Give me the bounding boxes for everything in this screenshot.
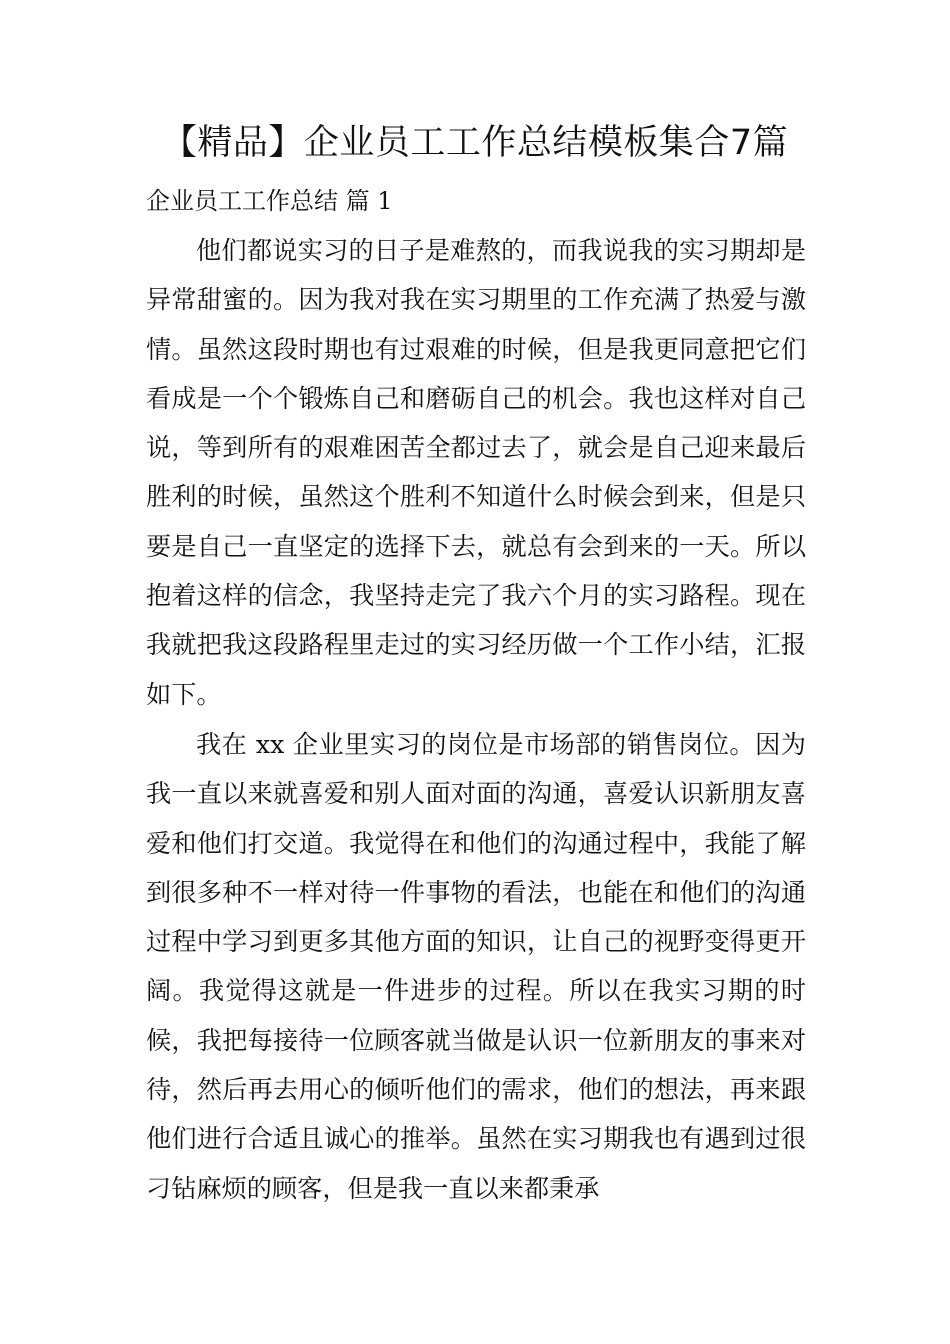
section-heading: 企业员工工作总结 篇 1 [146,187,393,215]
document-title: 【精品】企业员工工作总结模板集合7篇 [161,123,789,163]
body-paragraph: 他们都说实习的日子是难熬的，而我说我的实习期却是异常甜蜜的。因为我对我在实习期里的工作充满了热爱与激情。虽然这段时期也有过艰难的时候，但是我更同意把它们看成是一个个锻炼自己和磨砺自己的机会。我也这样对自己说，等到所有的艰难困苦全都过去了，就会是自己迎来最后胜利的时候，虽然这个胜利不知道什么时候会到来，但是只要是自己一直坚定的选择下去，就总有会到来的一天。所以抱着这样的信念，我坚持走完了我六个月的实习路程。现在我就把我这段路程里走过的实习经历做一个工作小结，汇报如下。 [146,236,806,709]
body-paragraph: 我在 xx 企业里实习的岗位是市场部的销售岗位。因为我一直以来就喜爱和别人面对面的沟通，喜爱认识新朋友喜爱和他们打交道。我觉得在和他们的沟通过程中，我能了解到很多种不一样对待一件事物的看法，也能在和他们的沟通过程中学习到更多其他方面的知识，让自己的视野变得更开阔。我觉得这就是一件进步的过程。所以在我实习期的时候，我把每接待一位顾客就当做是认识一位新朋友的事来对待，然后再去用心的倾听他们的需求，他们的想法，再来跟他们进行合适且诚心的推举。虽然在实习期我也有遇到过很刁钻麻烦的顾客，但是我一直以来都秉承 [146,730,806,1203]
